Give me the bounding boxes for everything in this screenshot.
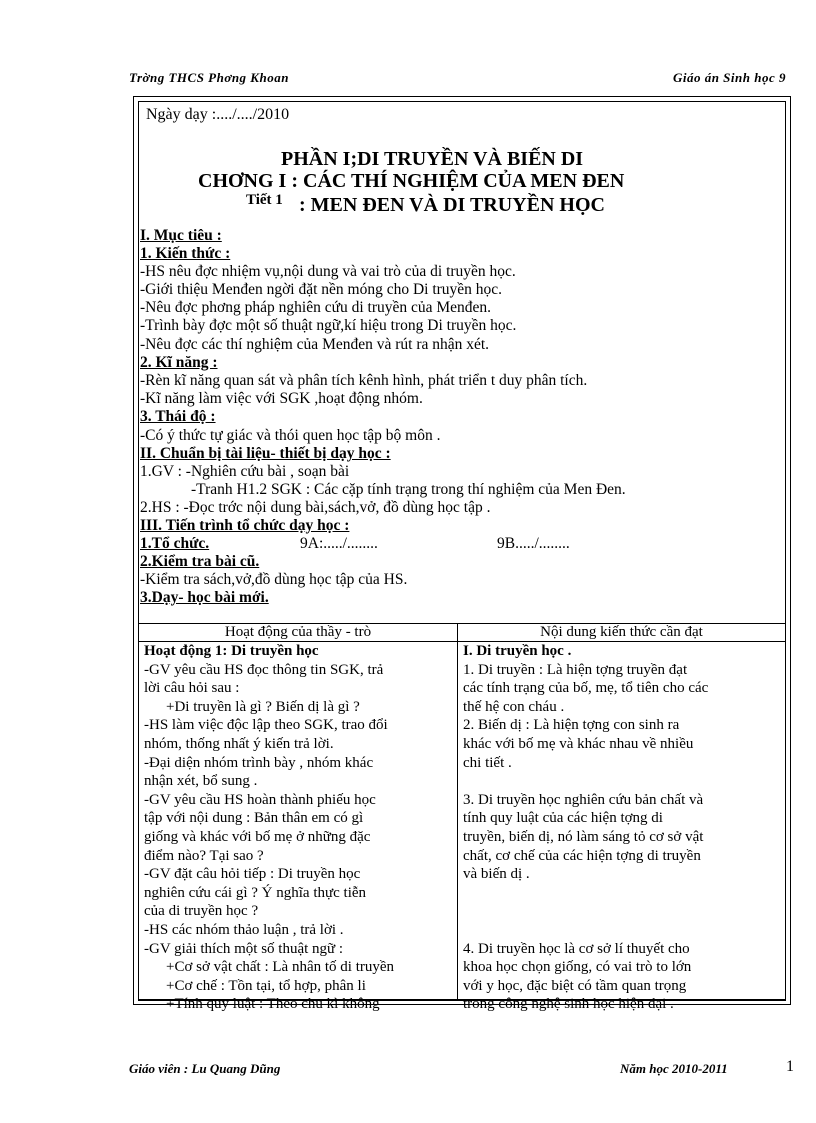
content-line: khoa học chọn giống, có vai trò to lớn	[463, 959, 692, 976]
content-line: 3. Di truyền học nghiên cứu bản chất và	[463, 791, 704, 808]
lesson-table	[138, 623, 786, 1013]
footer-teacher: Giáo viên : Lu Quang Dũng	[129, 1061, 281, 1076]
attitude-heading: 3. Thái độ :	[140, 408, 216, 425]
page-number: 1	[786, 1058, 794, 1075]
content-line: và biến dị .	[463, 866, 530, 883]
activity-line: +Tính quy luật : Theo chu kì không	[166, 996, 380, 1013]
activity-line: nhóm, thống nhất ý kiến trả lời.	[144, 735, 334, 752]
activity-line: -GV đặt câu hỏi tiếp : Di truyền học	[144, 866, 361, 883]
activity-line: +Di truyền là gì ? Biến dị là gì ?	[166, 698, 360, 715]
check-text: -Kiểm tra sách,vở,đồ dùng học tập của HS.	[140, 571, 408, 588]
preparation-heading: II. Chuẩn bị tài liệu- thiết bị dạy học :	[140, 445, 391, 462]
col-header-content: Nội dung kiến thức cần đạt	[458, 624, 786, 642]
content-line: truyền, biến dị, nó làm sáng tỏ cơ sở vật	[463, 828, 704, 845]
activity-line: -HS các nhóm thảo luận , trả lời .	[144, 921, 344, 938]
lesson-title: : MEN ĐEN VÀ DI TRUYỀN HỌC	[299, 194, 605, 216]
activity-line: giống và khác với bố mẹ ở những đặc	[144, 828, 371, 845]
activity-line: -GV yêu cầu HS hoàn thành phiếu học	[144, 791, 376, 808]
activity-line: tập với nội dung : Bản thân em có gì	[144, 810, 364, 827]
content-line: tính quy luật của các hiện tợng di	[463, 810, 663, 827]
content-line: các tính trạng của bố, mẹ, tổ tiên cho các	[463, 680, 709, 697]
content-spacer	[463, 772, 780, 791]
skills-item: -Kĩ năng làm việc với SGK ,hoạt động nhóm.	[140, 390, 423, 407]
content-line: thế hệ con cháu .	[463, 698, 565, 715]
header-subject: Giáo án Sinh học 9	[672, 70, 786, 85]
content-line: trong công nghệ sinh học hiện đại .	[463, 996, 674, 1013]
date-line: Ngày dạy :..../..../2010	[146, 106, 290, 123]
class-9a: 9A:...../........	[300, 535, 378, 552]
content-line: 1. Di truyền : Là hiện tợng truyền đạt	[463, 661, 688, 678]
attitude-item: -Có ý thức tự giác và thói quen học tập bộ môn .	[140, 427, 441, 444]
check-heading: 2.Kiểm tra bài cũ.	[140, 553, 260, 570]
knowledge-item: -Nêu đợc phơng pháp nghiên cứu di truyền của Menđen.	[140, 299, 492, 316]
objectives-heading: I. Mục tiêu :	[140, 227, 222, 244]
knowledge-item: -Trình bày đợc một số thuật ngữ,kí hiệu trong Di truyền học.	[140, 317, 517, 334]
content-spacer	[463, 884, 780, 903]
preparation-gv: 1.GV : -Nghiên cứu bài , soạn bài	[140, 463, 350, 480]
lesson-number: Tiết 1	[246, 192, 283, 208]
content-cell	[458, 642, 786, 1013]
activity-line: nhận xét, bổ sung .	[144, 773, 258, 790]
activity-line: lời câu hỏi sau :	[144, 680, 240, 697]
header-school: Trờng THCS Phơng Khoan	[129, 70, 289, 85]
activity-line: +Cơ sở vật chất : Là nhân tố di truyền	[166, 959, 395, 976]
activities-cell	[139, 642, 458, 1013]
knowledge-item: -Giới thiệu Menđen ngời đặt nền móng cho Di truyền học.	[140, 281, 503, 298]
activity-line: -HS làm việc độc lập theo SGK, trao đổi	[144, 717, 388, 734]
part-title: PHẦN I;DI TRUYỀN VÀ BIẾN DI	[281, 148, 584, 170]
skills-heading: 2. Kĩ năng :	[140, 354, 218, 371]
preparation-hs: 2.HS : -Đọc trớc nội dung bài,sách,vở, đồ dùng học tập .	[140, 499, 491, 516]
activity-line: -GV giải thích một số thuật ngữ :	[144, 940, 344, 957]
skills-item: -Rèn kĩ năng quan sát và phân tích kênh hình, phát triển t duy phân tích.	[140, 372, 588, 389]
knowledge-item: -HS nêu đợc nhiệm vụ,nội dung và vai trò của di truyền học.	[140, 263, 516, 280]
col-header-activities: Hoạt động của thầy - trò	[139, 624, 458, 642]
content-title: I. Di truyền học .	[463, 643, 572, 659]
content-line: khác với bố mẹ và khác nhau về nhiều	[463, 735, 694, 752]
knowledge-heading: 1. Kiến thức :	[140, 245, 231, 262]
content-spacer	[463, 921, 780, 940]
new-lesson-heading: 3.Dạy- học bài mới.	[140, 589, 269, 606]
preparation-gv-materials: -Tranh H1.2 SGK : Các cặp tính trạng trong thí nghiệm của Men Đen.	[191, 481, 626, 498]
content-line: chi tiết .	[463, 754, 512, 771]
chapter-title: CHƠNG I : CÁC THÍ NGHIỆM CỦA MEN ĐEN	[198, 170, 625, 192]
process-heading: III. Tiến trình tổ chức dạy học :	[140, 517, 350, 534]
activity-line: +Cơ chế : Tồn tại, tổ hợp, phân li	[166, 977, 366, 994]
activity-title: Hoạt động 1: Di truyền học	[144, 643, 319, 659]
activity-line: nghiên cứu cái gì ? Ý nghĩa thực tiễn	[144, 884, 367, 901]
class-9b: 9B...../........	[497, 535, 570, 552]
content-line: chất, cơ chế của các hiện tợng di truyền	[463, 847, 701, 864]
activity-line: -GV yêu cầu HS đọc thông tin SGK, trả	[144, 661, 384, 678]
footer-year: Năm học 2010-2011	[620, 1061, 728, 1076]
knowledge-item: -Nêu đợc các thí nghiệm của Menđen và rút ra nhận xét.	[140, 336, 490, 353]
content-spacer	[463, 902, 780, 921]
activity-line: của di truyền học ?	[144, 903, 259, 920]
content-line: với y học, đặc biệt có tầm quan trọng	[463, 977, 687, 994]
activity-line: điểm nào? Tại sao ?	[144, 847, 264, 864]
activity-line: -Đại diện nhóm trình bày , nhóm khác	[144, 754, 374, 771]
content-line: 2. Biến dị : Là hiện tợng con sinh ra	[463, 717, 680, 734]
content-line: 4. Di truyền học là cơ sở lí thuyết cho	[463, 940, 690, 957]
organization-label: 1.Tổ chức.	[140, 535, 210, 552]
